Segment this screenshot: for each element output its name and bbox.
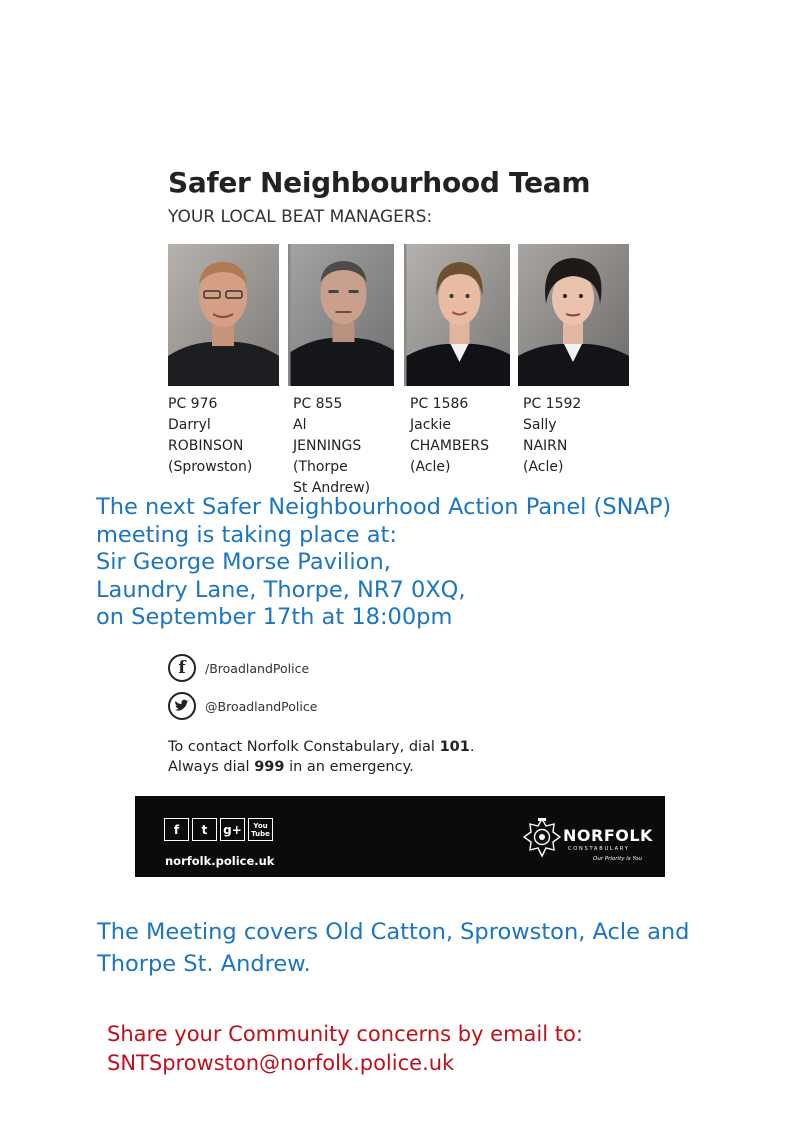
officer-surname: JENNINGS — [293, 438, 362, 454]
google-plus-icon: g+ — [220, 818, 245, 841]
coverage-line: The Meeting covers Old Catton, Sprowston, Acle and — [97, 919, 690, 945]
officer-first-name: Al — [293, 417, 307, 433]
share-concerns — [107, 1020, 583, 1078]
twitter-handle: @BroadlandPolice — [205, 698, 318, 714]
officer-caption — [523, 394, 581, 478]
facebook-link[interactable] — [168, 654, 309, 682]
officer-surname: CHAMBERS — [410, 438, 490, 454]
officer-area: (Acle) — [523, 459, 564, 475]
norfolk-police-banner — [135, 796, 665, 877]
contact-line — [168, 737, 474, 757]
officer-first-name: Darryl — [168, 417, 211, 433]
officer-photo — [168, 244, 279, 386]
website-url[interactable]: norfolk.police.uk — [165, 854, 275, 868]
brand-name: NORFOLK — [563, 826, 653, 845]
contact-info — [168, 737, 474, 777]
contact-text: Always dial — [168, 759, 255, 775]
officer-first-name: Sally — [523, 417, 557, 433]
officer-area: St Andrew) — [293, 480, 371, 496]
facebook-icon: f — [164, 818, 189, 841]
officer-list — [168, 244, 638, 494]
share-line: Share your Community concerns by email to: — [107, 1022, 583, 1046]
meeting-datetime: on September 17th at 18:00pm — [96, 604, 453, 630]
coverage-line: Thorpe St. Andrew. — [97, 951, 311, 977]
twitter-icon — [168, 692, 196, 720]
officer-area: (Thorpe — [293, 459, 348, 475]
youtube-icon-text: Tube — [251, 829, 270, 838]
facebook-icon: f — [168, 654, 196, 682]
officer-number: PC 855 — [293, 396, 343, 412]
meeting-line: meeting is taking place at: — [96, 521, 397, 548]
contact-line — [168, 757, 474, 777]
constabulary-crest-icon — [523, 818, 561, 860]
banner-social-icons — [164, 818, 273, 841]
officer-photo — [404, 244, 510, 386]
officer-first-name: Jackie — [410, 417, 452, 433]
officer-caption — [168, 394, 252, 478]
emergency-number: 999 — [254, 759, 285, 775]
contact-text: . — [469, 739, 475, 755]
brand-subtitle: CONSTABULARY — [568, 846, 630, 852]
page-title: Safer Neighbourhood Team — [168, 166, 591, 199]
meeting-venue: Sir George Morse Pavilion, — [96, 549, 391, 575]
officer-caption — [410, 394, 489, 478]
facebook-handle: /BroadlandPolice — [205, 660, 310, 676]
non-emergency-number: 101 — [439, 739, 470, 755]
officer-area: (Acle) — [410, 459, 451, 475]
officer-photo — [288, 244, 394, 386]
officer-area: (Sprowston) — [168, 459, 253, 475]
officer-surname: ROBINSON — [168, 438, 244, 454]
youtube-icon — [248, 818, 273, 841]
meeting-address: Laundry Lane, Thorpe, NR7 0XQ, — [96, 576, 466, 603]
officer-number: PC 1586 — [410, 396, 469, 412]
contact-text: in an emergency. — [284, 759, 414, 775]
officer-number: PC 976 — [168, 396, 218, 412]
meeting-line: The next Safer Neighbourhood Action Panel (SNAP) — [96, 494, 672, 520]
contact-email[interactable]: SNTSprowston@norfolk.police.uk — [107, 1051, 455, 1075]
officer-photo — [518, 244, 629, 386]
contact-text: To contact Norfolk Constabulary, dial — [168, 739, 440, 755]
officer-surname: NAIRN — [523, 438, 568, 454]
coverage-text — [97, 916, 787, 980]
twitter-link[interactable] — [168, 692, 317, 720]
page-subtitle: YOUR LOCAL BEAT MANAGERS: — [168, 207, 433, 227]
youtube-icon-text: You — [253, 821, 268, 830]
brand-tagline: Our Priority is You — [593, 856, 642, 862]
meeting-announcement — [96, 494, 786, 632]
officer-caption — [293, 394, 370, 499]
twitter-icon: t — [192, 818, 217, 841]
officer-number: PC 1592 — [523, 396, 582, 412]
